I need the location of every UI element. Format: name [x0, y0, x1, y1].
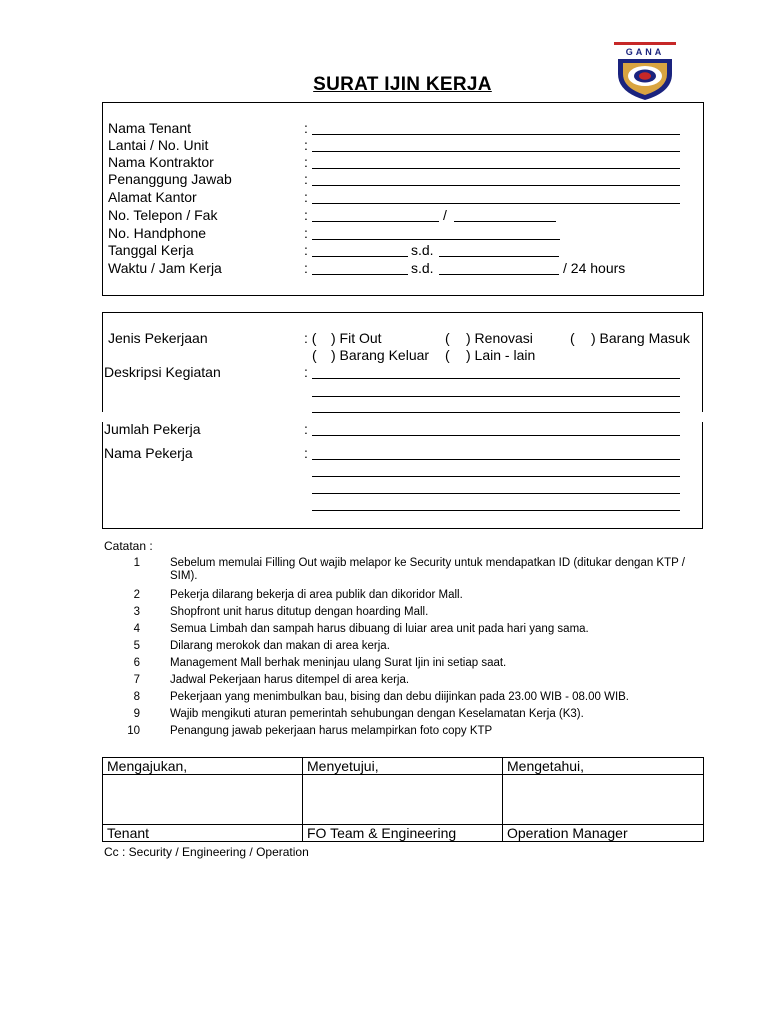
penanggung-jawab-field[interactable]: [312, 171, 680, 186]
colon: :: [304, 421, 308, 437]
sd-separator: s.d.: [411, 242, 434, 258]
deskripsi-field-line-3[interactable]: [312, 398, 680, 413]
note-number: 8: [133, 691, 140, 703]
note-number: 6: [133, 657, 140, 669]
operation-manager-role-label: Operation Manager: [503, 825, 704, 842]
tenant-signature-area[interactable]: [103, 775, 303, 825]
colon: :: [304, 189, 308, 205]
handphone-label: No. Handphone: [108, 225, 207, 241]
barang-masuk-checkbox[interactable]: (: [570, 330, 575, 346]
note-number: 7: [133, 674, 140, 686]
note-text: Dilarang merokok dan makan di area kerja.: [170, 640, 390, 652]
note-text: Sebelum memulai Filling Out wajib melapor ke Security untuk mendapatkan ID (ditukar dengan KTP / SIM).: [170, 557, 685, 582]
fak-field[interactable]: [454, 207, 556, 222]
nama-kontraktor-field[interactable]: [312, 154, 680, 169]
colon: :: [304, 260, 308, 276]
tanggal-kerja-label: Tanggal Kerja: [108, 242, 194, 258]
fit-out-checkbox[interactable]: : (: [304, 330, 317, 346]
tanggal-selesai-field[interactable]: [439, 242, 559, 257]
lain-lain-label: ) Lain - lain: [466, 347, 536, 363]
lantai-unit-label: Lantai / No. Unit: [108, 137, 209, 153]
signature-table: [102, 757, 704, 842]
note-number: 5: [133, 640, 140, 652]
colon: :: [304, 445, 308, 461]
gana-logo-icon: [612, 40, 678, 102]
nama-tenant-label: Nama Tenant: [108, 120, 192, 136]
note-number: 1: [133, 557, 140, 569]
barang-keluar-checkbox[interactable]: (: [312, 347, 317, 363]
colon: :: [304, 225, 308, 241]
nama-pekerja-field-line-2[interactable]: [312, 462, 680, 477]
nama-pekerja-field-line-3[interactable]: [312, 479, 680, 494]
note-text: Pekerja dilarang bekerja di area publik dan dikoridor Mall.: [170, 589, 463, 601]
hours-suffix: / 24 hours: [563, 260, 626, 276]
handphone-field[interactable]: [312, 225, 560, 240]
deskripsi-kegiatan-label: Deskripsi Kegiatan: [104, 364, 221, 380]
note-number: 9: [133, 708, 140, 720]
waktu-jam-kerja-label: Waktu / Jam Kerja: [108, 260, 222, 276]
sd-separator: s.d.: [411, 260, 434, 276]
tanggal-mulai-field[interactable]: [312, 242, 408, 257]
colon: :: [304, 154, 308, 170]
fit-out-label: ) Fit Out: [331, 330, 382, 346]
jenis-pekerjaan-label: Jenis Pekerjaan: [108, 330, 208, 346]
operation-manager-signature-area[interactable]: [503, 775, 704, 825]
colon: :: [304, 364, 308, 380]
nama-kontraktor-label: Nama Kontraktor: [108, 154, 214, 170]
mengajukan-label: Mengajukan,: [103, 758, 303, 775]
telepon-field[interactable]: [312, 207, 439, 222]
menyetujui-label: Menyetujui,: [303, 758, 503, 775]
cc-line: Cc : Security / Engineering / Operation: [104, 845, 309, 859]
note-text: Wajib mengikuti aturan pemerintah sehubungan dengan Keselamatan Kerja (K3).: [170, 708, 584, 720]
fo-team-role-label: FO Team & Engineering: [303, 825, 503, 842]
jam-selesai-field[interactable]: [439, 260, 559, 275]
colon: :: [304, 120, 308, 136]
note-number: 2: [133, 589, 140, 601]
renovasi-checkbox[interactable]: (: [445, 330, 450, 346]
catatan-heading: Catatan :: [104, 539, 153, 553]
jumlah-pekerja-label: Jumlah Pekerja: [104, 421, 201, 437]
colon: :: [304, 171, 308, 187]
barang-masuk-label: ) Barang Masuk: [591, 330, 690, 346]
note-text: Pekerjaan yang menimbulkan bau, bising dan debu diijinkan pada 23.00 WIB - 08.00 WIB.: [170, 691, 630, 703]
mengetahui-label: Mengetahui,: [503, 758, 704, 775]
note-number: 4: [133, 623, 140, 635]
alamat-kantor-label: Alamat Kantor: [108, 189, 197, 205]
note-number: 10: [127, 725, 140, 737]
colon: :: [304, 207, 308, 223]
note-number: 3: [133, 606, 140, 618]
nama-tenant-field[interactable]: [312, 120, 680, 135]
logo-text: GANA: [625, 47, 665, 57]
note-text: Jadwal Pekerjaan harus ditempel di area kerja.: [170, 674, 410, 686]
note-text: Management Mall berhak meninjau ulang Surat Ijin ini setiap saat.: [170, 657, 507, 669]
note-text: Shopfront unit harus ditutup dengan hoarding Mall.: [170, 606, 429, 618]
nama-pekerja-field-line-4[interactable]: [312, 496, 680, 511]
penanggung-jawab-label: Penanggung Jawab: [108, 171, 232, 187]
slash-separator: /: [443, 207, 447, 223]
renovasi-label: ) Renovasi: [466, 330, 533, 346]
nama-pekerja-field-line-1[interactable]: [312, 445, 680, 460]
alamat-kantor-field[interactable]: [312, 189, 680, 204]
note-text: Semua Limbah dan sampah harus dibuang di luiar area unit pada hari yang sama.: [170, 623, 589, 635]
lantai-unit-field[interactable]: [312, 137, 680, 152]
deskripsi-field-line-1[interactable]: [312, 364, 680, 379]
jumlah-pekerja-field[interactable]: [312, 421, 680, 436]
note-text: Penangung jawab pekerjaan harus melampirkan foto copy KTP: [170, 725, 493, 737]
page-title: SURAT IJIN KERJA: [313, 74, 492, 95]
colon: :: [304, 242, 308, 258]
barang-keluar-label: ) Barang Keluar: [331, 347, 430, 363]
nama-pekerja-label: Nama Pekerja: [104, 445, 193, 461]
lain-lain-checkbox[interactable]: (: [445, 347, 450, 363]
fo-team-signature-area[interactable]: [303, 775, 503, 825]
jam-mulai-field[interactable]: [312, 260, 408, 275]
deskripsi-field-line-2[interactable]: [312, 382, 680, 397]
colon: :: [304, 137, 308, 153]
tenant-role-label: Tenant: [103, 825, 303, 842]
telepon-fak-label: No. Telepon / Fak: [108, 207, 218, 223]
